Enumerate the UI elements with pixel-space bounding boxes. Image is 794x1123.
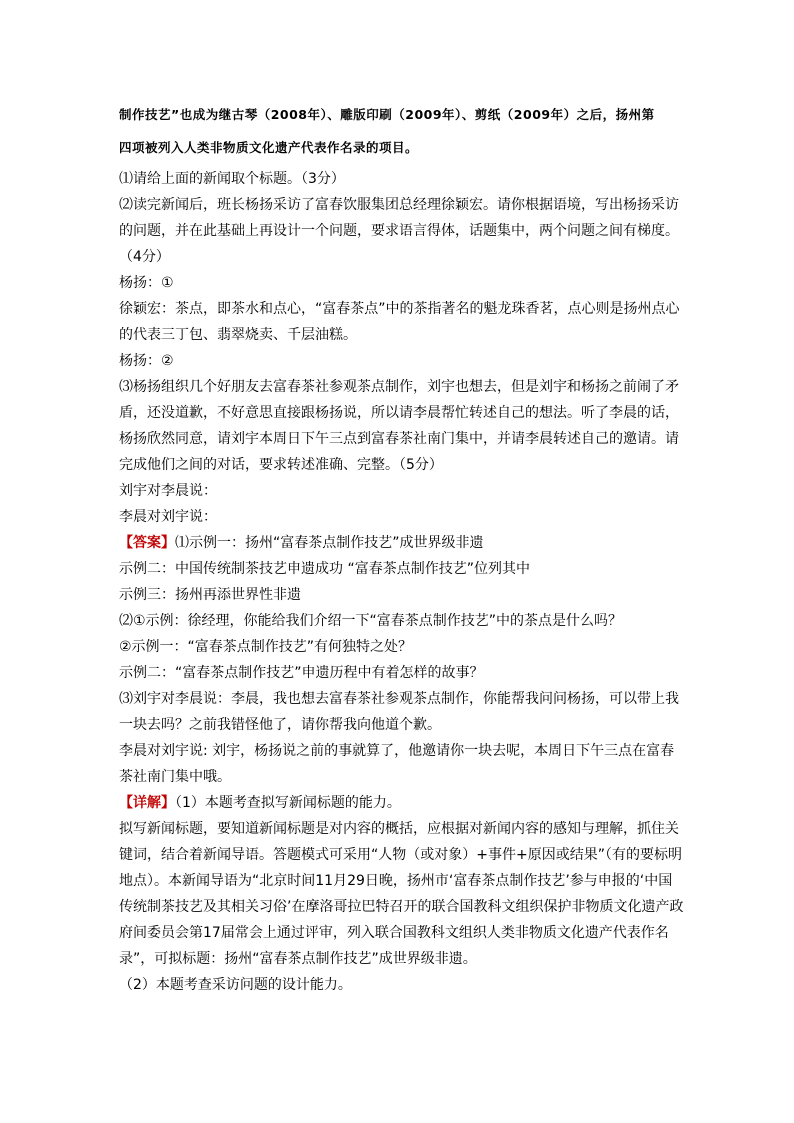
question-2-yang-2: 杨扬：② [119, 353, 174, 369]
answer-text: ⑴示例一：扬州“富春茶点制作技艺”成世界级非遗 [175, 535, 484, 551]
question-2-xu: 徐颖宏：茶点，即茶水和点心，“富春茶点”中的茶指著名的魁龙珠香茗，点心则是扬州点心的代表三丁包、翡翠烧卖、千层油糕。 [119, 301, 680, 343]
detail-label: 【详解】 [119, 795, 175, 811]
passage-line: 四项被列入人类非物质文化遗产代表作名录的项目。 [119, 140, 419, 155]
answer-1-example-2: 示例二：中国传统制茶技艺申遗成功 “富春茶点制作技艺”位列其中 [119, 561, 530, 577]
question-2-yang-1: 杨扬：① [119, 275, 174, 291]
question-3-liu: 刘宇对李晨说： [119, 483, 217, 499]
answer-3-liu: ⑶刘宇对李晨说：李晨，我也想去富春茶社参观茶点制作，你能帮我问问杨扬，可以带上我一块去吗？之前我错怪他了，请你帮我向他道个歉。 [119, 691, 679, 733]
answer-2-1: ⑵①示例：徐经理，你能给我们介绍一下“富春茶点制作技艺”中的茶点是什么吗？ [119, 613, 623, 629]
detail-2-title: （2）本题考查采访问题的设计能力。 [119, 977, 352, 993]
document-content [119, 98, 685, 998]
detail-text: （1）本题考查拟写新闻标题的能力。 [175, 795, 401, 811]
answer-2-2: ②示例一：“富春茶点制作技艺”有何独特之处？ [119, 639, 413, 655]
question-3-li: 李晨对刘宇说： [119, 509, 217, 525]
question-3: ⑶杨扬组织几个好朋友去富春茶社参观茶点制作，刘宇也想去，但是刘宇和杨扬之前闹了矛盾，还没道歉，不好意思直接跟杨扬说，所以请李晨帮忙转述自己的想法。听了李晨的话，杨扬欣然同意，请刘宇本周日下午三点到富春茶社南门集中，并请李晨转述自己的邀请。请完成他们之间的对话，要求转述准确、完整。（5分） [119, 379, 679, 473]
answer-2-3: 示例二：“富春茶点制作技艺”申遗历程中有着怎样的故事？ [119, 665, 484, 681]
answer-1-example-3: 示例三：扬州再添世界性非遗 [119, 587, 301, 603]
detail-1-body: 拟写新闻标题，要知道新闻标题是对内容的概括，应根据对新闻内容的感知与理解，抓住关键词，结合着新闻导语。答题模式可采用“人物（或对象）+事件+原因或结果”（有的要标明地点）。本新闻导语为“北京时间11月29日晚，扬州市‘富春茶点制作技艺’参与申报的‘中国传统制茶技艺及其相关习俗’在摩洛哥拉巴特召开的联合国教科文组织保护非物质文化遗产政府间委员会第17届常会上通过评审，列入联合国教科文组织人类非物质文化遗产代表作名录”，可拟标题：扬州“富春茶点制作技艺”成世界级非遗。 [119, 821, 684, 967]
answer-label: 【答案】 [119, 535, 175, 551]
answer-1-example-1 [119, 530, 685, 556]
answer-3-li: 李晨对刘宇说: 刘宇，杨扬说之前的事就算了，他邀请你一块去呢，本周日下午三点在富春茶社南门集中哦。 [119, 743, 675, 785]
detail-1-title [119, 790, 685, 816]
passage-line: 制作技艺”也成为继古琴（2008年）、雕版印刷（2009年）、剪纸（2009年）之后，扬州第 [119, 107, 655, 122]
question-2: ⑵读完新闻后，班长杨扬采访了富春饮服集团总经理徐颖宏。请你根据语境，写出杨扬采访的问题，并在此基础上再设计一个问题，要求语言得体，话题集中，两个问题之间有梯度。（4分） [119, 197, 679, 265]
question-1: ⑴请给上面的新闻取个标题。（3分） [119, 171, 345, 187]
